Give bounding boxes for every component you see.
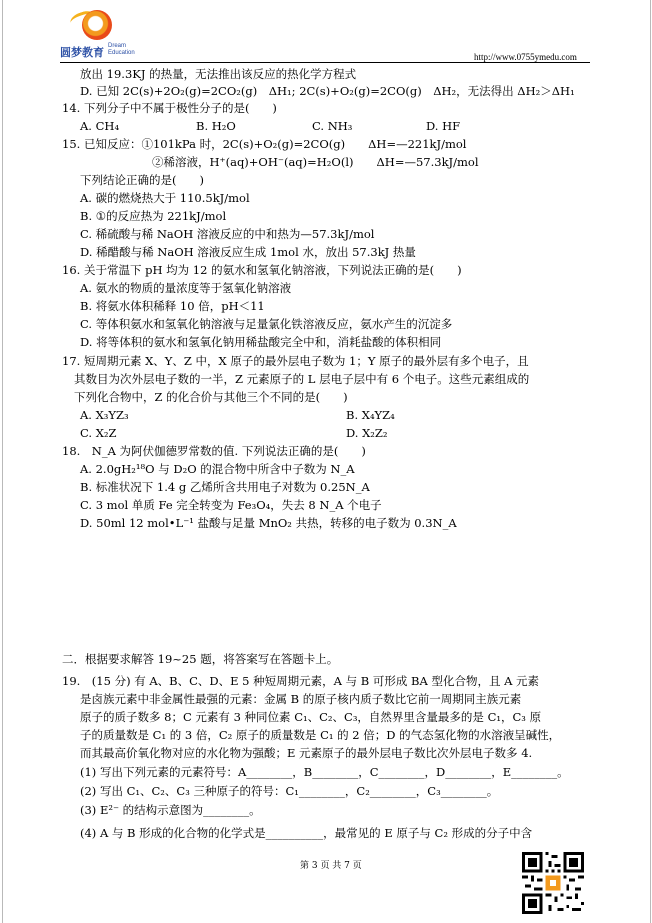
section-2-heading: 二．根据要求解答 19~25 题，将答案写在答题卡上。 <box>62 652 339 666</box>
q17-stem-3: 下列化合物中，Z 的化合价与其他三个不同的是( ) <box>74 390 348 404</box>
q19-stem-3: 原子的质子数多 8；C 元素有 3 种同位素 C₁、C₂、C₃，自然界里含量最多的是 C₁，C₃ 原 <box>80 710 542 724</box>
q18-option-c: C. 3 mol 单质 Fe 完全转变为 Fe₃O₄，失去 8 N_A 个电子 <box>80 498 382 512</box>
q17-option-a: A. X₃YZ₃ <box>80 408 129 422</box>
q14-stem: 14. 下列分子中不属于极性分子的是( ) <box>62 101 277 115</box>
q14-option-c: C. NH₃ <box>312 119 353 133</box>
q19-part-2: (2) 写出 C₁、C₂、C₃ 三种原子的符号：C₁________，C₂________，C₃________。 <box>80 784 499 798</box>
page-footer: 第 3 页 共 7 页 <box>300 861 362 871</box>
q18-option-d: D. 50ml 12 mol•L⁻¹ 盐酸与足量 MnO₂ 共热，转移的电子数为 0.3N_A <box>80 516 457 530</box>
q16-option-d: D. 将等体积的氨水和氢氧化钠用稀盐酸完全中和，消耗盐酸的体积相同 <box>80 335 442 349</box>
q19-stem-4: 子的质量数是 C₁ 的 3 倍，C₂ 原子的质量数是 C₁ 的 2 倍；D 的气态氢化物的水溶液呈碱性， <box>80 728 561 742</box>
q13-text-line: 放出 19.3KJ 的热量，无法推出该反应的热化学方程式 <box>80 67 357 81</box>
q17-option-b: B. X₄YZ₄ <box>346 408 395 422</box>
q15-stem-2: ②稀溶液，H⁺(aq)+OH⁻(aq)=H₂O(l) ΔH=—57.3kJ/mol <box>152 155 479 169</box>
q19-part-1: (1) 写出下列元素的元素符号：A________，B________，C________，D________，E________。 <box>80 765 569 779</box>
q15-option-c: C. 稀硫酸与稀 NaOH 溶液反应的中和热为—57.3kJ/mol <box>80 227 375 241</box>
q15-stem-1: 15. 已知反应：①101kPa 时，2C(s)+O₂(g)=2CO(g) ΔH=—221kJ/mol <box>62 137 467 151</box>
q14-option-d: D. HF <box>426 119 461 133</box>
q19-part-4: (4) A 与 B 形成的化合物的化学式是__________，最常见的 E 原子与 C₂ 形成的分子中含 <box>80 826 533 840</box>
logo <box>60 8 150 60</box>
q19-stem-1: 19. (15 分) 有 A、B、C、D、E 5 种短周期元素，A 与 B 可形成 BA 型化合物，且 A 元素 <box>62 674 540 688</box>
q16-option-a: A. 氨水的物质的量浓度等于氢氧化钠溶液 <box>80 281 292 295</box>
q17-stem-1: 17. 短周期元素 X、Y、Z 中，X 原子的最外层电子数为 1；Y 原子的最外层有多个电子，且 <box>62 354 529 368</box>
q19-stem-5: 而其最高价氧化物对应的水化物为强酸；E 元素原子的最外层电子数比次外层电子数多 4. <box>80 746 533 760</box>
logo-text-en: Dream Education <box>108 43 135 56</box>
q15-option-a: A. 碳的燃烧热大于 110.5kJ/mol <box>80 191 250 205</box>
q17-option-c: C. X₂Z <box>80 426 117 440</box>
q15-option-b: B. ①的反应热为 221kJ/mol <box>80 209 227 223</box>
q13-option-d: D. 已知 2C(s)+2O₂(g)=2CO₂(g) ΔH₁; 2C(s)+O₂(g)=2CO(g) ΔH₂，无法得出 ΔH₂＞ΔH₁ <box>80 84 575 98</box>
logo-sun-icon <box>82 10 112 40</box>
q15-option-d: D. 稀醋酸与稀 NaOH 溶液反应生成 1mol 水，放出 57.3kJ 热量 <box>80 245 416 259</box>
q18-option-b: B. 标准状况下 1.4 g 乙烯所含共用电子对数为 0.25N_A <box>80 480 370 494</box>
q16-option-b: B. 将氨水体积稀释 10 倍，pH＜11 <box>80 299 265 313</box>
q16-stem: 16. 关于常温下 pH 均为 12 的氨水和氢氧化钠溶液，下列说法正确的是( ) <box>62 263 462 277</box>
q19-stem-2: 是卤族元素中非金属性最强的元素：金属 B 的原子核内质子数比它前一周期同主族元素 <box>80 692 522 706</box>
q18-stem: 18. N_A 为阿伏伽德罗常数的值. 下列说法正确的是( ) <box>62 444 366 458</box>
page-border-left <box>2 0 3 923</box>
q17-option-d: D. X₂Z₂ <box>346 426 388 440</box>
q15-prompt: 下列结论正确的是( ) <box>80 173 204 187</box>
page-border-right <box>650 0 651 923</box>
q17-stem-2: 其数目为次外层电子数的一半，Z 元素原子的 L 层电子层中有 6 个电子。这些元素组成的 <box>74 372 530 386</box>
header-rule <box>60 62 590 63</box>
qr-code-icon <box>522 852 584 914</box>
header-url: http://www.0755ymedu.com <box>474 52 577 62</box>
q14-option-a: A. CH₄ <box>80 119 120 133</box>
q18-option-a: A. 2.0gH₂¹⁸O 与 D₂O 的混合物中所含中子数为 N_A <box>80 462 355 476</box>
logo-text-cn: 圆梦教育 <box>60 46 104 59</box>
q14-option-b: B. H₂O <box>196 119 236 133</box>
q16-option-c: C. 等体积氨水和氢氧化钠溶液与足量氯化铁溶液反应，氨水产生的沉淀多 <box>80 317 453 331</box>
q19-part-3: (3) E²⁻ 的结构示意图为________。 <box>80 803 261 817</box>
